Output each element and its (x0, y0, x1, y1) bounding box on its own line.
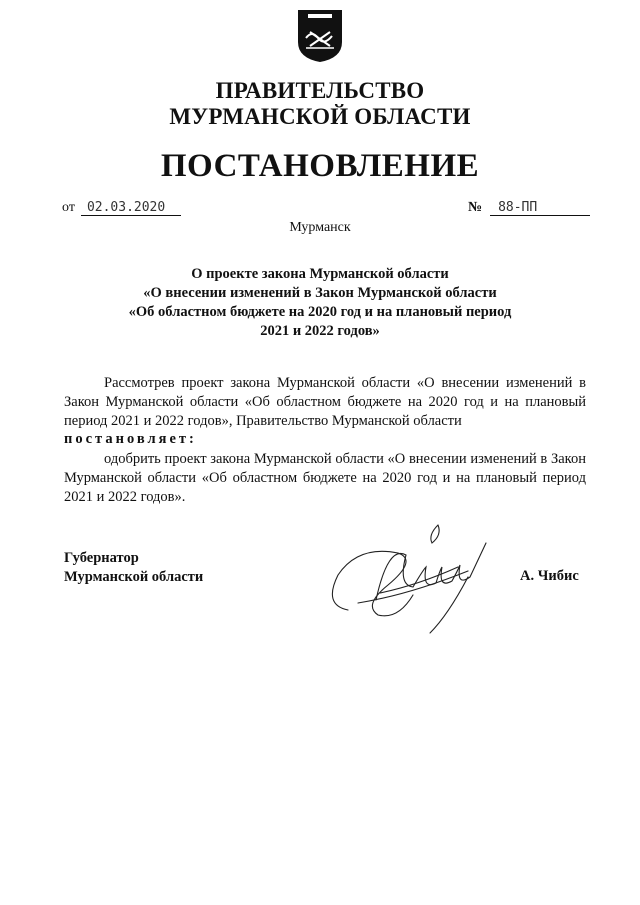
body-paragraph-2-text: одобрить проект закона Мурманской области «О внесении изменений в Закон Мурманской области «Об областном бюджете на 2020 год и на плановый период 2021 и 2022 годов». (64, 451, 586, 505)
signatory-position (64, 549, 203, 587)
coat-of-arms-icon (296, 8, 344, 64)
title-line2: «О внесении изменений в Закон Мурманской области (143, 285, 497, 301)
signatory-position-line2: Мурманской области (64, 569, 204, 585)
document-date (62, 200, 181, 216)
title-line4: 2021 и 2022 годов» (260, 323, 380, 339)
date-label: от (62, 200, 75, 215)
handwritten-signature (318, 515, 508, 645)
title-line3: «Об областном бюджете на 2020 год и на плановый период (128, 304, 512, 320)
body-paragraph-1 (64, 374, 586, 431)
signatory-position-line1: Губернатор (64, 550, 139, 566)
body-paragraph-2 (64, 450, 586, 507)
signatory-name: А. Чибис (520, 568, 579, 584)
body-paragraph-1-text: Рассмотрев проект закона Мурманской области «О внесении изменений в Закон Мурманской области «Об областном бюджете на 2020 год и на плановый период 2021 и 2022 годов», Правительство Мурманской области (64, 375, 586, 429)
date-value: 02.03.2020 (81, 200, 181, 216)
document-type: ПОСТАНОВЛЕНИЕ (160, 148, 480, 184)
document-city: Мурманск (289, 220, 351, 235)
organization-name-line1: ПРАВИТЕЛЬСТВО (215, 78, 425, 103)
number-value: 88-ПП (490, 200, 590, 216)
decides-word: постановляет: (64, 431, 197, 447)
document-number (468, 200, 590, 216)
organization-name-line2: МУРМАНСКОЙ ОБЛАСТИ (169, 104, 471, 129)
title-line1: О проекте закона Мурманской области (191, 266, 449, 282)
number-label: № (468, 200, 483, 215)
